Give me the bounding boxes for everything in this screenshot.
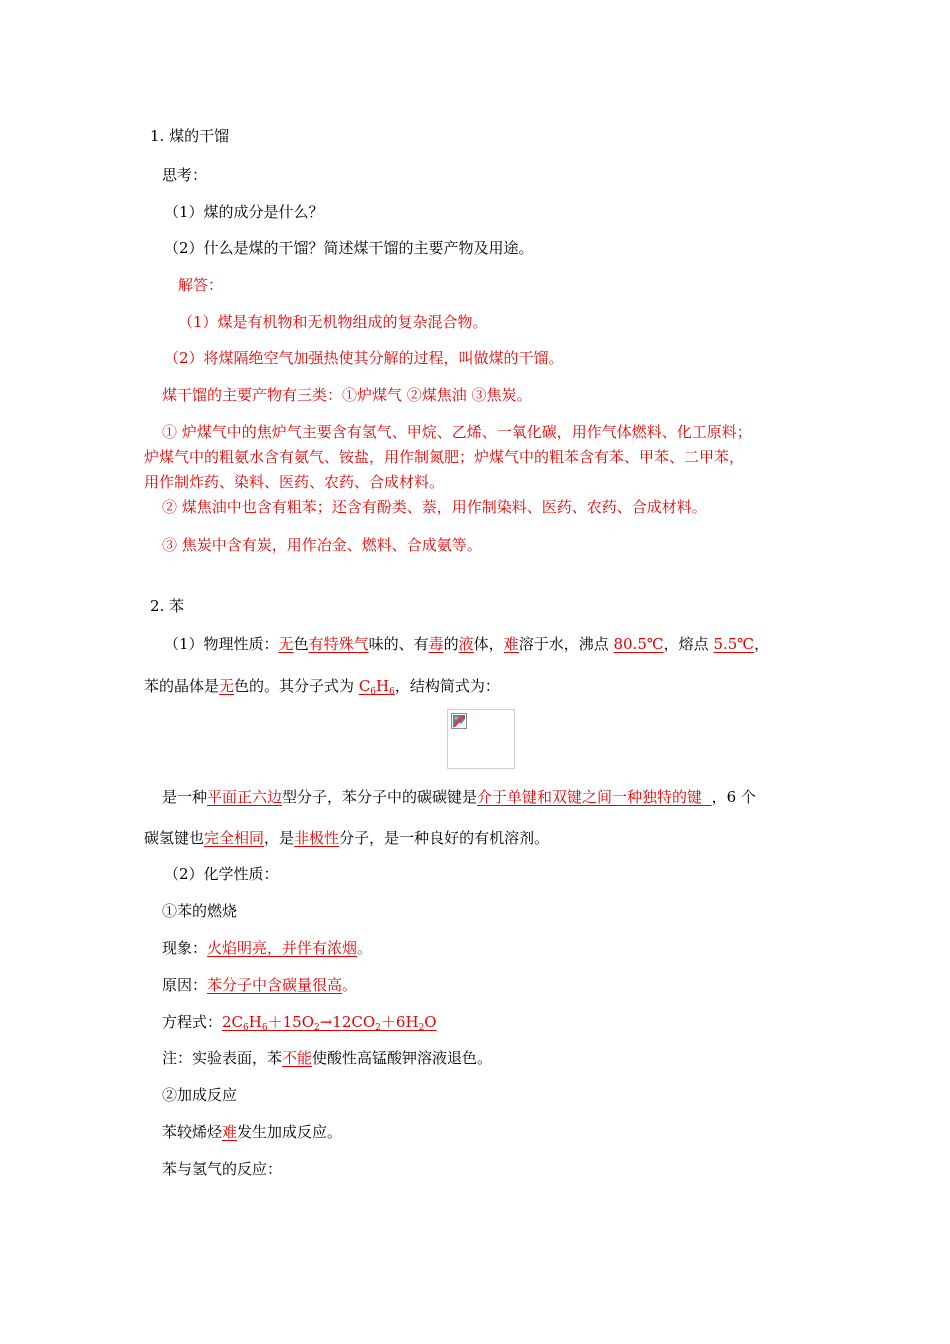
answer-1: （1）煤是有机物和无机物组成的复杂混合物。 [178,313,488,331]
blank-answer: 平面正六边 [207,788,283,806]
text: 注：实验表面，苯 [162,1049,283,1067]
question-1: （1）煤的成分是什么？ [164,203,324,221]
combustion-heading: ①苯的燃烧 [162,902,238,920]
text: 。 [342,976,358,994]
text: 。 [357,939,373,957]
question-2: （2）什么是煤的干馏？简述煤干馏的主要产物及用途。 [164,239,534,257]
text: ，6 个 [711,788,756,806]
text: 方程式： [162,1013,223,1031]
hydrogen-reaction-line: 苯与氢气的反应： [162,1160,283,1178]
gas-uses-line2: 炉煤气中的粗氨水含有氨气、铵盐，用作制氮肥；炉煤气中的粗苯含有苯、甲苯、二甲苯， [144,448,745,466]
think-label: 思考： [162,166,208,184]
text: 苯较烯烃 [162,1123,223,1141]
text: 味的、有 [368,635,429,653]
text: 原因： [162,976,208,994]
blank-answer: 难 [503,635,519,653]
text: （1）物理性质： [164,635,279,653]
blank-answer: 有特殊气 [308,635,369,653]
phenomenon-line [162,938,372,958]
coke-uses: ③ 焦炭中含有炭，用作冶金、燃料、合成氨等。 [162,536,482,554]
section2-heading: 2. 苯 [150,597,185,615]
text: 苯的晶体是 [144,677,220,695]
text: 发生加成反应。 [237,1123,343,1141]
underline-gap [702,788,712,806]
text: 现象： [162,939,208,957]
ch-bond-line [144,828,549,848]
text: 型分子，苯分子中的碳碳键是 [282,788,478,806]
reason-line [162,975,357,995]
blank-answer: 苯分子中含碳量很高 [207,976,343,994]
text: 碳氢键也 [144,829,205,847]
text: ，是 [264,829,295,847]
text: 色 [293,635,309,653]
melting-point: 5.5℃ [713,635,755,653]
blank-answer: 毒 [428,635,444,653]
text: ，结构简式为： [394,677,500,695]
blank-answer: 完全相同 [204,829,265,847]
text: 的 [443,635,459,653]
answer-2: （2）将煤隔绝空气加强热使其分解的过程，叫做煤的干馏。 [164,349,564,367]
products-summary: 煤干馏的主要产物有三类：①炉煤气 ②煤焦油 ③焦炭。 [162,386,532,404]
gas-uses-line3: 用作制炸药、染料、医药、农药、合成材料。 [144,473,445,491]
blank-answer: 难 [222,1123,238,1141]
text: 使酸性高锰酸钾溶液退色。 [312,1049,493,1067]
text: 色的。其分子式为 [234,677,359,695]
blank-answer: 液 [458,635,474,653]
combustion-equation: $2C_6H_6+15O_2\to 12CO_2+6H_2O$ [222,1013,437,1033]
text: 是一种 [162,788,208,806]
chemical-properties-heading: （2）化学性质： [164,865,279,883]
text: 分子，是一种良好的有机溶剂。 [339,829,550,847]
tar-uses: ② 煤焦油中也含有粗苯；还含有酚类、萘，用作制染料、医药、农药、合成材料。 [162,498,707,516]
molecular-formula: $C_6H_6$ [358,677,395,697]
addition-heading: ②加成反应 [162,1086,238,1104]
equation-line [162,1012,437,1032]
blank-answer: 介于单键和双键之间一种独特的键 [477,788,703,806]
text: ， [754,635,770,653]
physical-properties-line [164,634,769,654]
broken-image-icon [451,713,467,729]
molecule-shape-line [162,787,756,807]
text: ，熔点 [663,635,714,653]
addition-line [162,1122,342,1142]
gas-uses-line1: ① 炉煤气中的焦炉气主要含有氢气、甲烷、乙烯、一氧化碳，用作气体燃料、化工原料； [162,423,752,441]
note-line [162,1048,492,1068]
benzene-structure-image [447,709,515,769]
boiling-point: 80.5℃ [613,635,664,653]
text: 溶于水，沸点 [518,635,614,653]
blank-answer: 非极性 [294,829,340,847]
answer-label: 解答： [178,276,224,294]
blank-answer: 火焰明亮，并伴有浓烟 [207,939,358,957]
blank-answer: 无 [219,677,235,695]
blank-answer: 不能 [282,1049,313,1067]
text: 体， [473,635,504,653]
section1-heading: 1. 煤的干馏 [150,127,230,145]
crystal-formula-line [144,676,500,696]
blank-answer: 无 [278,635,294,653]
